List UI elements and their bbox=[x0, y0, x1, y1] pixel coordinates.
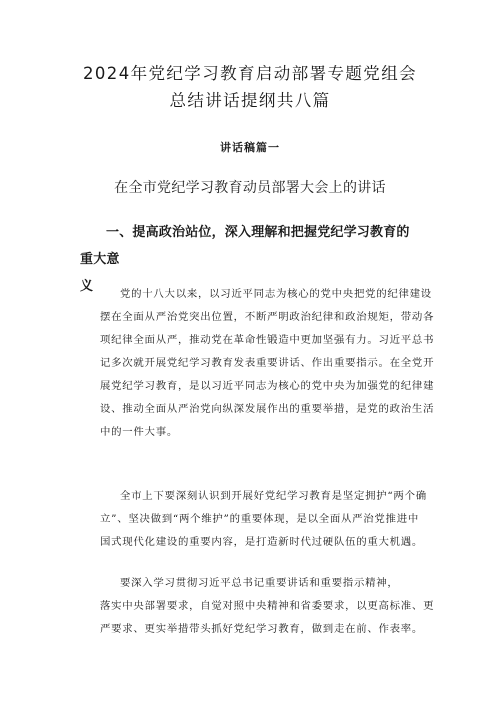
paragraph-line: 摆在全面从严治党突出位置，不断严明政治纪律和政治规矩，带动各 bbox=[100, 311, 435, 323]
paragraph-line: 要深入学习贯彻习近平总书记重要讲话和重要指示精神， bbox=[120, 577, 399, 589]
document-title bbox=[60, 60, 440, 114]
paragraph-line: 党的十八大以来，以习近平同志为核心的党中央把党的纪律建设 bbox=[120, 288, 432, 300]
paragraph-line: 严要求、更实举措带头抓好党纪学习教育，做到走在前、作表率。 bbox=[100, 623, 424, 635]
document-title-line: 总结讲话提纲共八篇 bbox=[169, 91, 331, 110]
body-paragraph bbox=[100, 485, 428, 554]
speech-title: 在全市党纪学习教育动员部署大会上的讲话 bbox=[114, 180, 386, 196]
body-paragraph bbox=[100, 572, 435, 641]
paragraph-line: 全市上下要深刻认识到开展好党纪学习教育是坚定拥护“两个确 bbox=[120, 490, 427, 502]
paragraph-line: 立”、坚决做到“两个维护”的重要体现，是以全面从严治党推进中 bbox=[100, 513, 419, 525]
paragraph-line: 记多次就开展党纪学习教育发表重要讲话、作出重要指示。在全党开 bbox=[100, 357, 435, 369]
paragraph-line: 中的一件大事。 bbox=[100, 426, 178, 438]
body-paragraph bbox=[100, 283, 435, 444]
section-subheading: 讲话稿篇一 bbox=[220, 141, 280, 154]
paragraph-line: 落实中央部署要求，自觉对照中央精神和省委要求，以更高标准、更 bbox=[100, 600, 435, 612]
paragraph-line: 国式现代化建设的重要内容，是打造新时代过硬队伍的重大机遇。 bbox=[100, 536, 424, 548]
section-heading-line: 一、提高政治站位，深入理解和把握党纪学习教育的重大意 bbox=[80, 225, 410, 267]
section-heading-line: 义 bbox=[80, 279, 94, 294]
paragraph-line: 设、推动全面从严治党向纵深发展作出的重要举措，是党的政治生活 bbox=[100, 403, 435, 415]
document-title-line: 2024年党纪学习教育启动部署专题党组会 bbox=[83, 64, 417, 83]
paragraph-line: 项纪律全面从严，推动党在革命性锻造中更加坚强有力。习近平总书 bbox=[100, 334, 435, 346]
paragraph-line: 展党纪学习教育，是以习近平同志为核心的党中央为加强党的纪律建 bbox=[100, 380, 435, 392]
